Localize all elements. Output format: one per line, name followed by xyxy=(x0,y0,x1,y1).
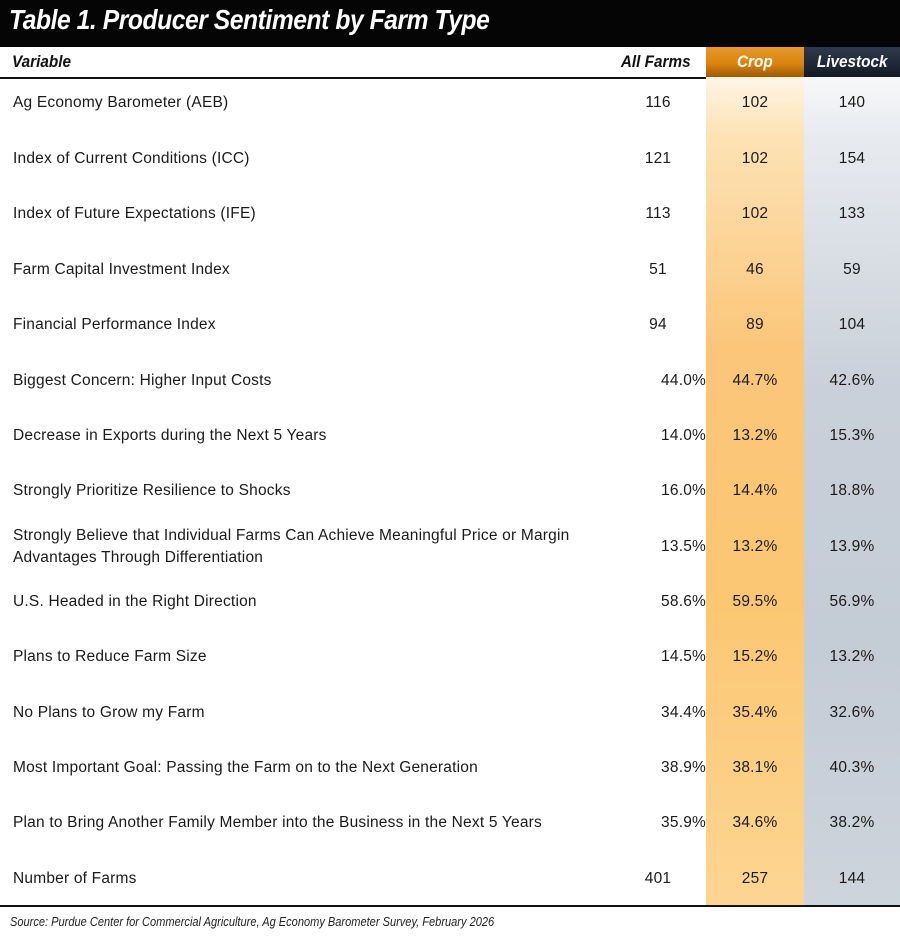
cell-crop: 44.7% xyxy=(732,372,778,389)
title-bar xyxy=(0,0,900,47)
cell-crop: 102 xyxy=(741,205,769,222)
row-label: Number of Farms xyxy=(13,870,137,887)
cell-crop: 102 xyxy=(741,150,769,167)
cell-all-farms: 94 xyxy=(649,316,667,333)
header-all-farms xyxy=(606,47,706,77)
row-label: Plans to Reduce Farm Size xyxy=(13,648,207,665)
table-row xyxy=(0,246,900,294)
table-row xyxy=(0,799,900,847)
cell-crop: 14.4% xyxy=(732,482,778,499)
cell-crop: 34.6% xyxy=(732,814,778,831)
cell-all-farms: 51 xyxy=(649,261,667,278)
cell-all-farms: 34.4% xyxy=(661,704,706,721)
row-label: Financial Performance Index xyxy=(13,316,216,333)
table-row xyxy=(0,357,900,405)
cell-all-farms: 44.0% xyxy=(661,372,706,389)
cell-crop: 38.1% xyxy=(732,759,778,776)
table-row xyxy=(0,301,900,349)
cell-livestock: 13.9% xyxy=(829,538,875,555)
row-label: U.S. Headed in the Right Direction xyxy=(13,593,257,610)
table-row xyxy=(0,467,900,515)
cell-all-farms: 16.0% xyxy=(661,482,706,499)
row-label: Ag Economy Barometer (AEB) xyxy=(13,94,229,111)
cell-all-farms: 113 xyxy=(645,205,671,222)
header-crop xyxy=(706,47,804,77)
cell-crop: 13.2% xyxy=(732,538,778,555)
table-row xyxy=(0,855,900,903)
cell-all-farms: 401 xyxy=(644,870,672,887)
table-row xyxy=(0,412,900,460)
cell-livestock: 18.8% xyxy=(829,482,875,499)
row-label: Decrease in Exports during the Next 5 Years xyxy=(13,427,327,444)
cell-livestock: 38.2% xyxy=(829,814,875,831)
table-row xyxy=(0,744,900,792)
cell-crop: 13.2% xyxy=(732,427,778,444)
header-livestock-label: Livestock xyxy=(816,52,888,71)
row-label: Plan to Bring Another Family Member into the Business in the Next 5 Years xyxy=(13,814,542,831)
cell-crop: 102 xyxy=(741,94,769,111)
cell-all-farms: 58.6% xyxy=(661,593,706,610)
row-label: Farm Capital Investment Index xyxy=(13,261,230,278)
cell-all-farms: 116 xyxy=(645,94,671,111)
row-label: Biggest Concern: Higher Input Costs xyxy=(13,372,272,389)
footer-rule xyxy=(0,905,900,907)
cell-crop: 35.4% xyxy=(732,704,778,721)
cell-livestock: 15.3% xyxy=(829,427,875,444)
header-crop-label: Crop xyxy=(737,52,773,71)
header-all-farms-label: All Farms xyxy=(621,52,691,71)
row-label: Strongly Believe that Individual Farms Can Achieve Meaningful Price or Margin Advantages Through Differentiation xyxy=(13,527,570,566)
cell-livestock: 13.2% xyxy=(829,648,875,665)
cell-livestock: 59 xyxy=(843,261,861,278)
row-label: No Plans to Grow my Farm xyxy=(13,704,205,721)
table-row xyxy=(0,79,900,127)
header-variable: Variable xyxy=(12,52,71,71)
cell-livestock: 42.6% xyxy=(829,372,875,389)
cell-crop: 15.2% xyxy=(732,648,778,665)
cell-all-farms: 38.9% xyxy=(661,759,706,776)
table-row xyxy=(0,135,900,183)
table-row xyxy=(0,523,900,571)
cell-all-farms: 14.5% xyxy=(661,648,706,665)
cell-livestock: 104 xyxy=(838,316,866,333)
cell-all-farms: 14.0% xyxy=(661,427,706,444)
table-title: Table 1. Producer Sentiment by Farm Type xyxy=(9,4,490,35)
cell-livestock: 154 xyxy=(838,150,866,167)
row-label: Index of Current Conditions (ICC) xyxy=(13,150,250,167)
cell-livestock: 144 xyxy=(838,870,866,887)
cell-livestock: 140 xyxy=(838,94,866,111)
header-livestock xyxy=(804,47,900,77)
cell-livestock: 133 xyxy=(838,205,866,222)
cell-crop: 46 xyxy=(746,261,764,278)
source-note: Source: Purdue Center for Commercial Agriculture, Ag Economy Barometer Survey, February 2026 xyxy=(10,914,495,929)
cell-all-farms: 35.9% xyxy=(661,814,706,831)
cell-livestock: 56.9% xyxy=(829,593,875,610)
row-label: Strongly Prioritize Resilience to Shocks xyxy=(13,482,291,499)
row-label: Index of Future Expectations (IFE) xyxy=(13,205,256,222)
table-row xyxy=(0,578,900,626)
cell-crop: 59.5% xyxy=(732,593,778,610)
table-row xyxy=(0,689,900,737)
cell-all-farms: 13.5% xyxy=(661,538,706,555)
row-label: Most Important Goal: Passing the Farm on to the Next Generation xyxy=(13,759,478,776)
cell-livestock: 40.3% xyxy=(829,759,875,776)
cell-crop: 89 xyxy=(746,316,764,333)
cell-all-farms: 121 xyxy=(644,150,672,167)
cell-livestock: 32.6% xyxy=(829,704,875,721)
table-row xyxy=(0,633,900,681)
table-row xyxy=(0,190,900,238)
cell-crop: 257 xyxy=(741,870,769,887)
